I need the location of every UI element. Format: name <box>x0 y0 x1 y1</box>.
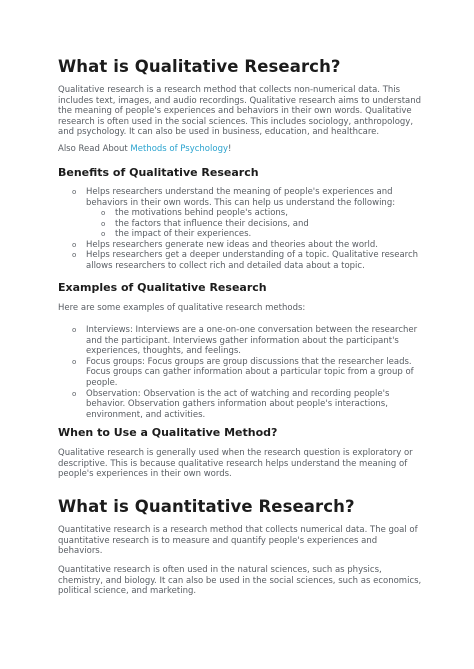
examples-heading: Examples of Qualitative Research <box>58 281 267 294</box>
qualitative-intro-paragraph <box>58 85 438 138</box>
bullet-icon: o <box>101 209 106 217</box>
methods-of-psychology-link[interactable]: Methods of Psychology <box>130 144 228 154</box>
text-line: Quantitative research is often used in the natural sciences, such as physics, <box>58 565 382 575</box>
bullet-icon: o <box>72 251 77 260</box>
bullet-icon: o <box>101 219 106 228</box>
text-line: Focus groups can gather information about a particular topic from a group of <box>86 367 414 378</box>
bullet-icon: o <box>101 230 106 239</box>
text-line: behaviors in their own words. This can help us understand the following: <box>86 197 396 208</box>
benefit-item <box>86 187 395 208</box>
text-line: Interviews: Interviews are a one-on-one conversation between the researcher <box>86 325 418 335</box>
text-line: the meaning of people's experiences and behaviors in their own words. Qualitative <box>58 106 412 117</box>
quantitative-paragraph-1 <box>58 525 438 557</box>
bullet-icon: o <box>72 240 77 249</box>
bullet-icon: o <box>72 188 77 196</box>
also-read-prefix: Also Read About <box>58 144 131 154</box>
text-line: Helps researchers understand the meaning of people's experiences and <box>86 187 393 197</box>
examples-intro <box>58 303 438 314</box>
quantitative-paragraph-2 <box>58 565 438 597</box>
text-line: includes text, images, and audio recordings. Qualitative research aims to understand <box>58 95 422 106</box>
benefits-heading: Benefits of Qualitative Research <box>58 166 259 179</box>
benefit-subitem: the motivations behind people's actions, <box>115 208 288 218</box>
when-heading: When to Use a Qualitative Method? <box>58 426 278 439</box>
bullet-icon: o <box>72 326 77 334</box>
text-line: environment, and activities. <box>86 409 206 420</box>
text-line: Qualitative research is generally used when the research question is exploratory or <box>58 448 413 458</box>
text-line: people. <box>86 377 118 388</box>
text-line: Focus groups: Focus groups are group discussions that the researcher leads. <box>86 356 412 367</box>
bullet-icon: o <box>72 357 77 366</box>
also-read-line <box>58 144 438 155</box>
example-item-observation <box>86 389 389 421</box>
benefit-subitem: the factors that influence their decisions, and <box>115 218 309 229</box>
text-line: Helps researchers get a deeper understanding of a topic. Qualitative research <box>86 250 419 261</box>
text-line: and psychology. It can also be used in business, education, and healthcare. <box>58 127 380 138</box>
benefit-subitem: the impact of their experiences. <box>115 229 252 240</box>
quantitative-heading: What is Quantitative Research? <box>58 497 355 516</box>
also-read-paragraph <box>58 144 438 155</box>
also-read-suffix: ! <box>228 144 232 154</box>
text-line: quantitative research is to measure and quantify people's experiences and <box>58 535 378 546</box>
example-item-focus-groups <box>86 357 414 389</box>
text-line: Here are some examples of qualitative research methods: <box>58 303 306 313</box>
bullet-icon: o <box>72 389 77 398</box>
benefit-item <box>86 250 418 271</box>
text-line: descriptive. This is because qualitative research helps understand the meaning of <box>58 458 408 469</box>
text-line: chemistry, and biology. It can also be used in the social sciences, such as economics, <box>58 575 422 586</box>
text-line: allows researchers to collect rich and detailed data about a topic. <box>86 260 365 271</box>
text-line: research is often used in the social sciences. This includes sociology, anthropology, <box>58 116 414 127</box>
text-line: and the participant. Interviews gather information about the participant's <box>86 335 399 346</box>
text-line: Quantitative research is a research method that collects numerical data. The goal of <box>58 525 418 535</box>
text-line: political science, and marketing. <box>58 586 197 597</box>
text-line: people's experiences in their own words. <box>58 469 232 480</box>
qualitative-heading: What is Qualitative Research? <box>58 57 341 76</box>
text-line: behaviors. <box>58 546 103 557</box>
text-line: Qualitative research is a research method that collects non-numerical data. This <box>58 85 401 95</box>
text-line: experiences, thoughts, and feelings. <box>86 346 241 357</box>
benefit-item: Helps researchers generate new ideas and theories about the world. <box>86 239 378 250</box>
text-line: Observation: Observation is the act of watching and recording people's <box>86 388 390 399</box>
example-item-interviews <box>86 325 417 357</box>
text-line: behavior. Observation gathers information about people's interactions, <box>86 399 388 410</box>
when-paragraph <box>58 448 438 480</box>
